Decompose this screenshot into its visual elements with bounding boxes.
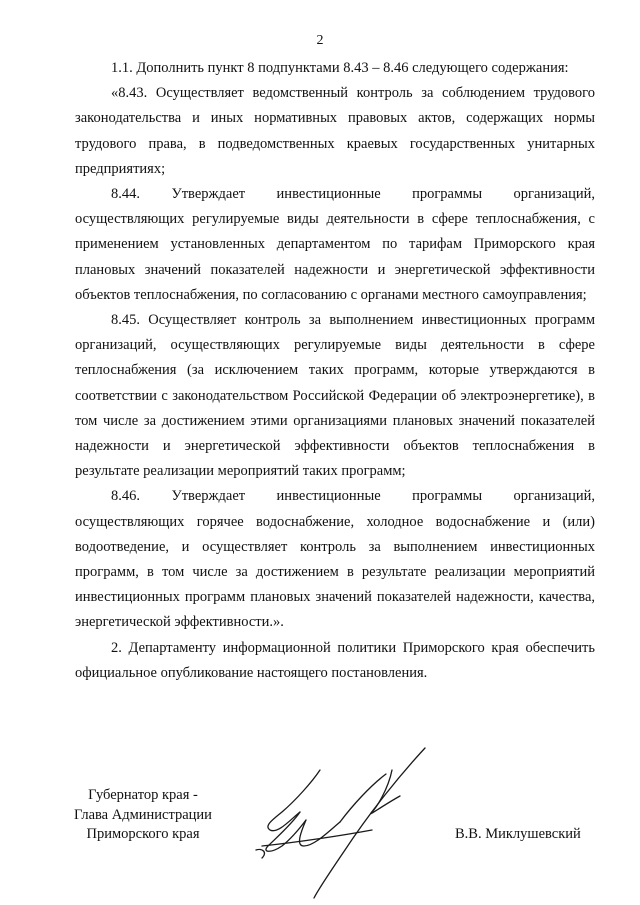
signatory-title-line: Глава Администрации <box>74 806 212 823</box>
signatory-title-line: Губернатор края - <box>88 787 198 803</box>
paragraph-2: 2. Департаменту информационной политики Приморского края обеспечить официальное опубликование настоящего постановления. <box>75 639 595 681</box>
paragraph-8-46: 8.46. Утверждает инвестиционные программы организаций, осуществляющих горячее водоснабжение, холодное водоснабжение и (или) водоотведение, и осуществляет контроль за выполнением инвестиционных программ, в том числе за достижением в результате реализации мероприятий инвестиционных программ плановых значений показателей надежности, качества, энергетической эффективности.». <box>75 488 595 631</box>
paragraph-8-43: «8.43. Осуществляет ведомственный контроль за соблюдением трудового законодательства и иных нормативных правовых актов, содержащих нормы трудового права, в подведомственных краевых государственных унитарных предприятиях; <box>75 85 595 177</box>
page-number: 2 <box>316 33 324 48</box>
paragraph-1-1: 1.1. Дополнить пункт 8 подпунктами 8.43 – 8.46 следующего содержания: <box>111 60 569 76</box>
signatory-title-line: Приморского края <box>86 826 200 842</box>
signer-name: В.В. Миклушевский <box>455 826 581 842</box>
paragraph-8-45: 8.45. Осуществляет контроль за выполнением инвестиционных программ организаций, осуществляющих регулируемые виды деятельности в сфере теплоснабжения (за исключением таких программ, которые утверждаются в соответствии с законодательством Российской Федерации об электроэнергетике), в том числе за достижением этими организациями плановых значений показателей надежности и энергетической эффективности объектов теплоснабжения в результате реализации мероприятий таких программ; <box>75 312 595 480</box>
paragraph-8-44: 8.44. Утверждает инвестиционные программы организаций, осуществляющих регулируемые виды деятельности в сфере теплоснабжения, с применением установленных департаментом по тарифам Приморского края плановых значений показателей надежности и энергетической эффективности объектов теплоснабжения, по согласованию с органами местного самоуправления; <box>75 186 595 303</box>
